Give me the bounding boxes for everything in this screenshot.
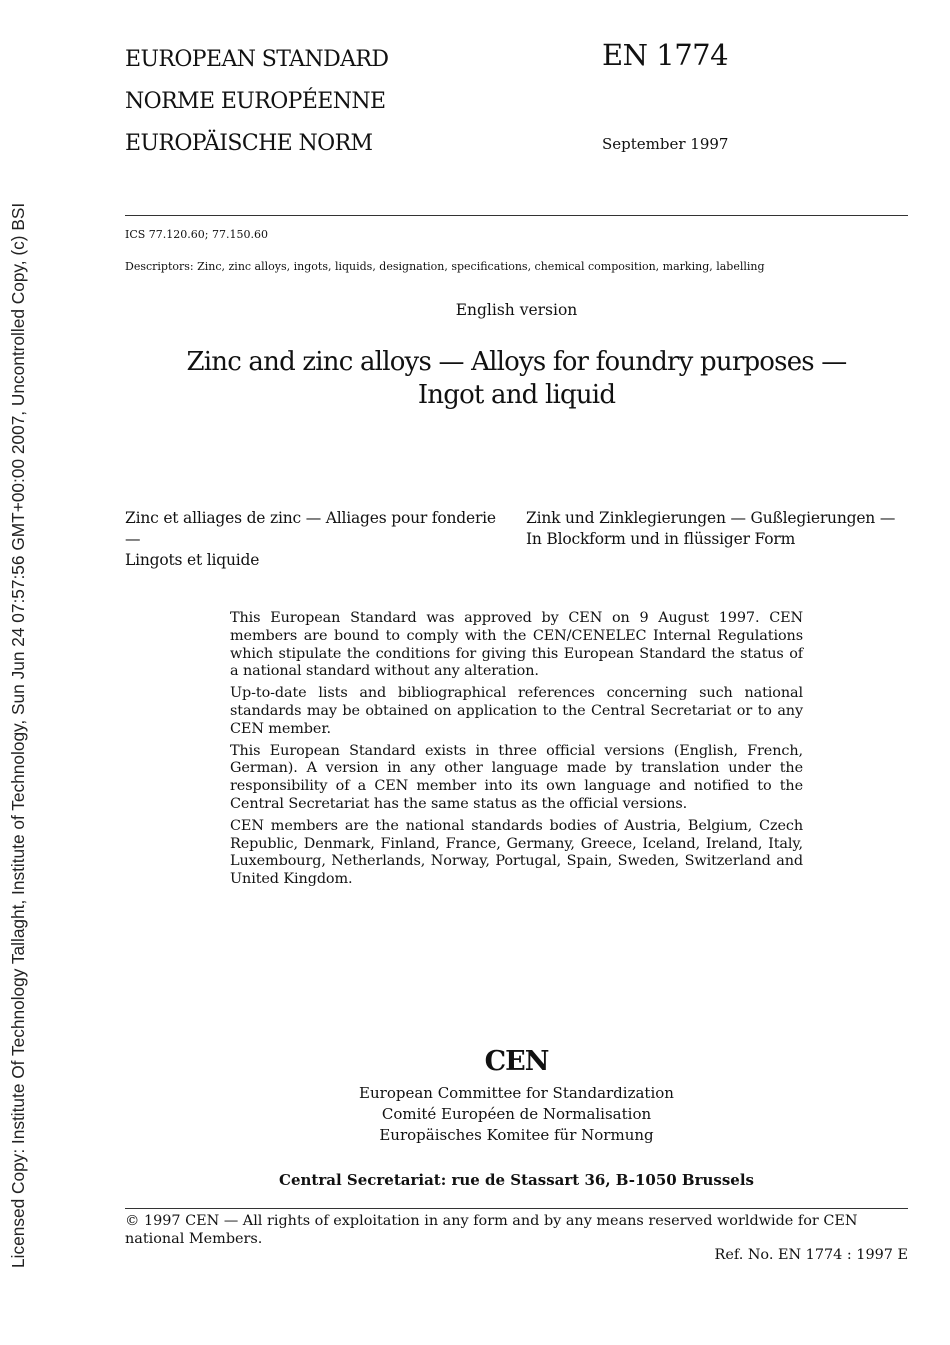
title-line-1: Zinc and zinc alloys — Alloys for foundry purposes — <box>186 347 847 377</box>
german-title-line-1: Zink und Zinklegierungen — Gußlegierungen — <box>526 509 896 527</box>
cen-name-de: Europäisches Komitee für Normung <box>379 1126 654 1144</box>
license-watermark-text: Licensed Copy: Institute Of Technology Tallaght, Institute of Technology, Sun Jun 24 07:57:56 GMT+00:00 2007, Uncontrolled Copy, (c) BSI <box>8 202 28 1268</box>
document-title <box>125 346 908 412</box>
paragraph-references: Up-to-date lists and bibliographical references concerning such national standards may be obtained on application to the Central Secretariat or to any CEN member. <box>230 685 803 737</box>
header-fr: NORME EUROPÉENNE <box>125 89 386 114</box>
header-en: EUROPEAN STANDARD <box>125 47 389 72</box>
title-line-2: Ingot and liquid <box>417 380 616 410</box>
header-de: EUROPÄISCHE NORM <box>125 131 373 156</box>
reference-number: Ref. No. EN 1774 : 1997 E <box>714 1247 908 1263</box>
ics-codes: ICS 77.120.60; 77.150.60 <box>125 228 268 241</box>
standard-number: EN 1774 <box>602 38 729 72</box>
header-divider <box>125 215 908 216</box>
paragraph-approval: This European Standard was approved by CEN on 9 August 1997. CEN members are bound to comply with the CEN/CENELEC Internal Regulations which stipulate the conditions for giving this European Standard the status of a national standard without any alteration. <box>230 610 803 680</box>
paragraph-versions: This European Standard exists in three official versions (English, French, German). A version in any other language made by translation under the responsibility of a CEN member into its own language and notified to the Central Secretariat has the same status as the official versions. <box>230 742 803 812</box>
central-secretariat: Central Secretariat: rue de Stassart 36, B-1050 Brussels <box>279 1171 754 1189</box>
cen-names <box>125 1083 908 1146</box>
cen-logo: CEN <box>484 1046 549 1077</box>
german-title-line-2: In Blockform und in flüssiger Form <box>526 530 796 548</box>
french-title-line-1: Zinc et alliages de zinc — Alliages pour fonderie — <box>125 509 496 548</box>
german-title <box>526 508 916 550</box>
copyright-notice: © 1997 CEN — All rights of exploitation in any form and by any means reserved worldwide for CEN national Members. <box>125 1213 858 1247</box>
french-title <box>125 508 515 571</box>
cen-name-en: European Committee for Standardization <box>359 1084 674 1102</box>
french-title-line-2: Lingots et liquide <box>125 551 260 569</box>
approval-notice <box>230 610 803 893</box>
language-version: English version <box>455 301 578 319</box>
cen-name-fr: Comité Européen de Normalisation <box>381 1105 652 1123</box>
paragraph-members: CEN members are the national standards bodies of Austria, Belgium, Czech Republic, Denmark, Finland, France, Germany, Greece, Iceland, Ireland, Italy, Luxembourg, Netherlands, Norway, Portugal, Spain, Sweden, Switzerland and United Kingdom. <box>230 817 803 888</box>
descriptors: Descriptors: Zinc, zinc alloys, ingots, liquids, designation, specifications, chemical composition, marking, labelling <box>125 260 765 273</box>
footer-divider <box>125 1208 908 1209</box>
publication-date: September 1997 <box>602 135 729 153</box>
